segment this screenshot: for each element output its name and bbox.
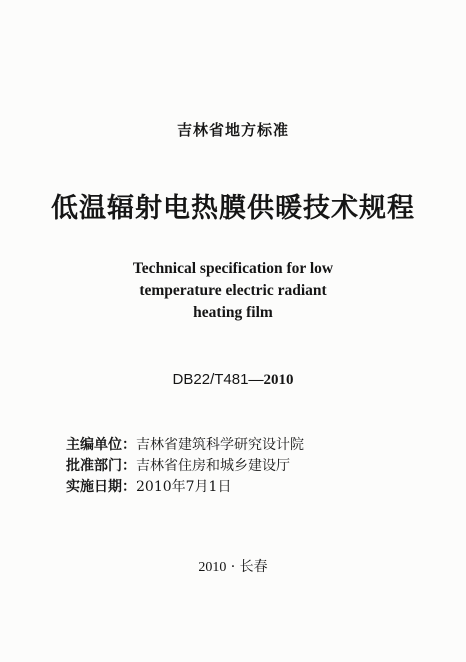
- english-title-line-1: Technical specification for low: [132, 260, 334, 277]
- info-label: 批准部门：: [66, 458, 136, 474]
- publication-place-year: [0, 556, 466, 576]
- english-title: [0, 258, 466, 324]
- standard-issuer: 吉林省地方标准: [176, 121, 289, 139]
- footer-year: 2010: [198, 560, 227, 575]
- info-row-approval-dept: [66, 456, 304, 477]
- info-value: 吉林省建筑科学研究设计院: [136, 437, 304, 453]
- info-row-effective-date: [66, 477, 304, 498]
- info-row-chief-editor: [66, 435, 304, 456]
- footer-city: 长春: [239, 559, 268, 575]
- info-value: 吉林省住房和城乡建设厅: [136, 458, 290, 474]
- english-title-line-3: heating film: [193, 304, 273, 321]
- info-label: 主编单位：: [66, 437, 136, 453]
- standard-code: DB22/T481: [172, 371, 249, 388]
- chinese-title: 低温辐射电热膜供暖技术规程: [51, 193, 415, 224]
- footer-separator: ·: [226, 559, 240, 575]
- standard-number: [0, 371, 466, 389]
- standard-year: 2010: [263, 372, 294, 388]
- standard-separator: —: [248, 372, 264, 388]
- info-value: 2010年7月1日: [136, 479, 232, 495]
- info-label: 实施日期：: [66, 479, 136, 495]
- english-title-line-2: temperature electric radiant: [139, 282, 327, 299]
- publication-info: [66, 435, 304, 498]
